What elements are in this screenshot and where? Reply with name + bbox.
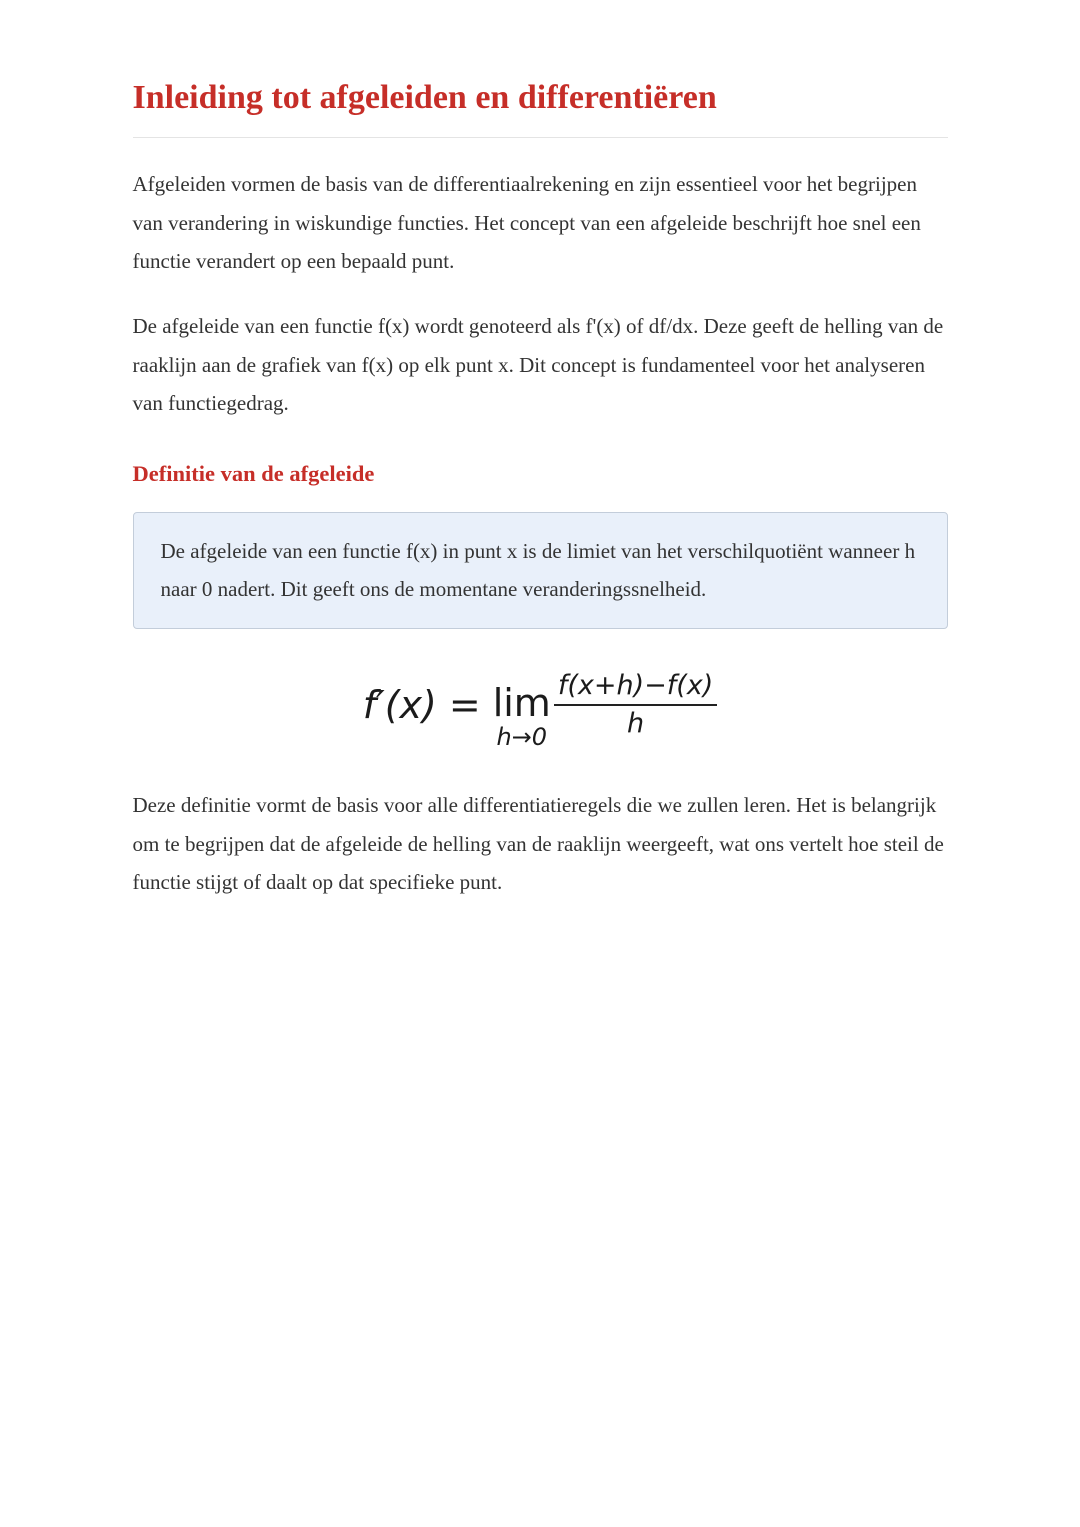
formula-lim-operator: lim — [492, 680, 551, 725]
section-heading-definition: Definitie van de afgeleide — [132, 460, 375, 486]
closing-paragraph: Deze definitie vormt de basis voor alle differentiatieregels die we zullen leren. Het is belangrijk om te begrijpen dat de afgeleide de helling van de raaklijn weergeeft, wat ons vertelt hoe steil de functie stijgt of daalt op dat specifieke punt. — [132, 793, 944, 895]
formula-limit-stack — [492, 680, 551, 752]
formula-fraction — [554, 669, 717, 741]
formula-lim-subscript: h→0 — [496, 722, 548, 751]
title-divider — [133, 137, 948, 138]
notation-paragraph: De afgeleide van een functie f(x) wordt genoteerd als f'(x) of df/dx. Deze geeft de helling van de raaklijn aan de grafiek van f(x) op elk punt x. Dit concept is fundamenteel voor het analyseren van functiegedrag. — [132, 314, 944, 416]
formula-lhs: f′(x) — [362, 682, 437, 727]
definition-callout — [133, 512, 948, 629]
page-title: Inleiding tot afgeleiden en differentiëren — [132, 79, 717, 116]
definition-callout-text: De afgeleide van een functie f(x) in punt x is de limiet van het verschilquotiënt wanneer h naar 0 nadert. Dit geeft ons de momentane veranderingssnelheid. — [160, 538, 916, 602]
formula-equals-sign: = — [448, 682, 481, 727]
derivative-limit-formula — [133, 669, 948, 751]
formula-denominator: h — [554, 704, 717, 741]
article — [133, 0, 948, 902]
formula-numerator: f(x+h)−f(x) — [557, 669, 714, 701]
intro-paragraph: Afgeleiden vormen de basis van de differentiaalrekening en zijn essentieel voor het begrijpen van verandering in wiskundige functies. Het concept van een afgeleide beschrijft hoe snel een functie verandert op een bepaald punt. — [132, 172, 921, 274]
